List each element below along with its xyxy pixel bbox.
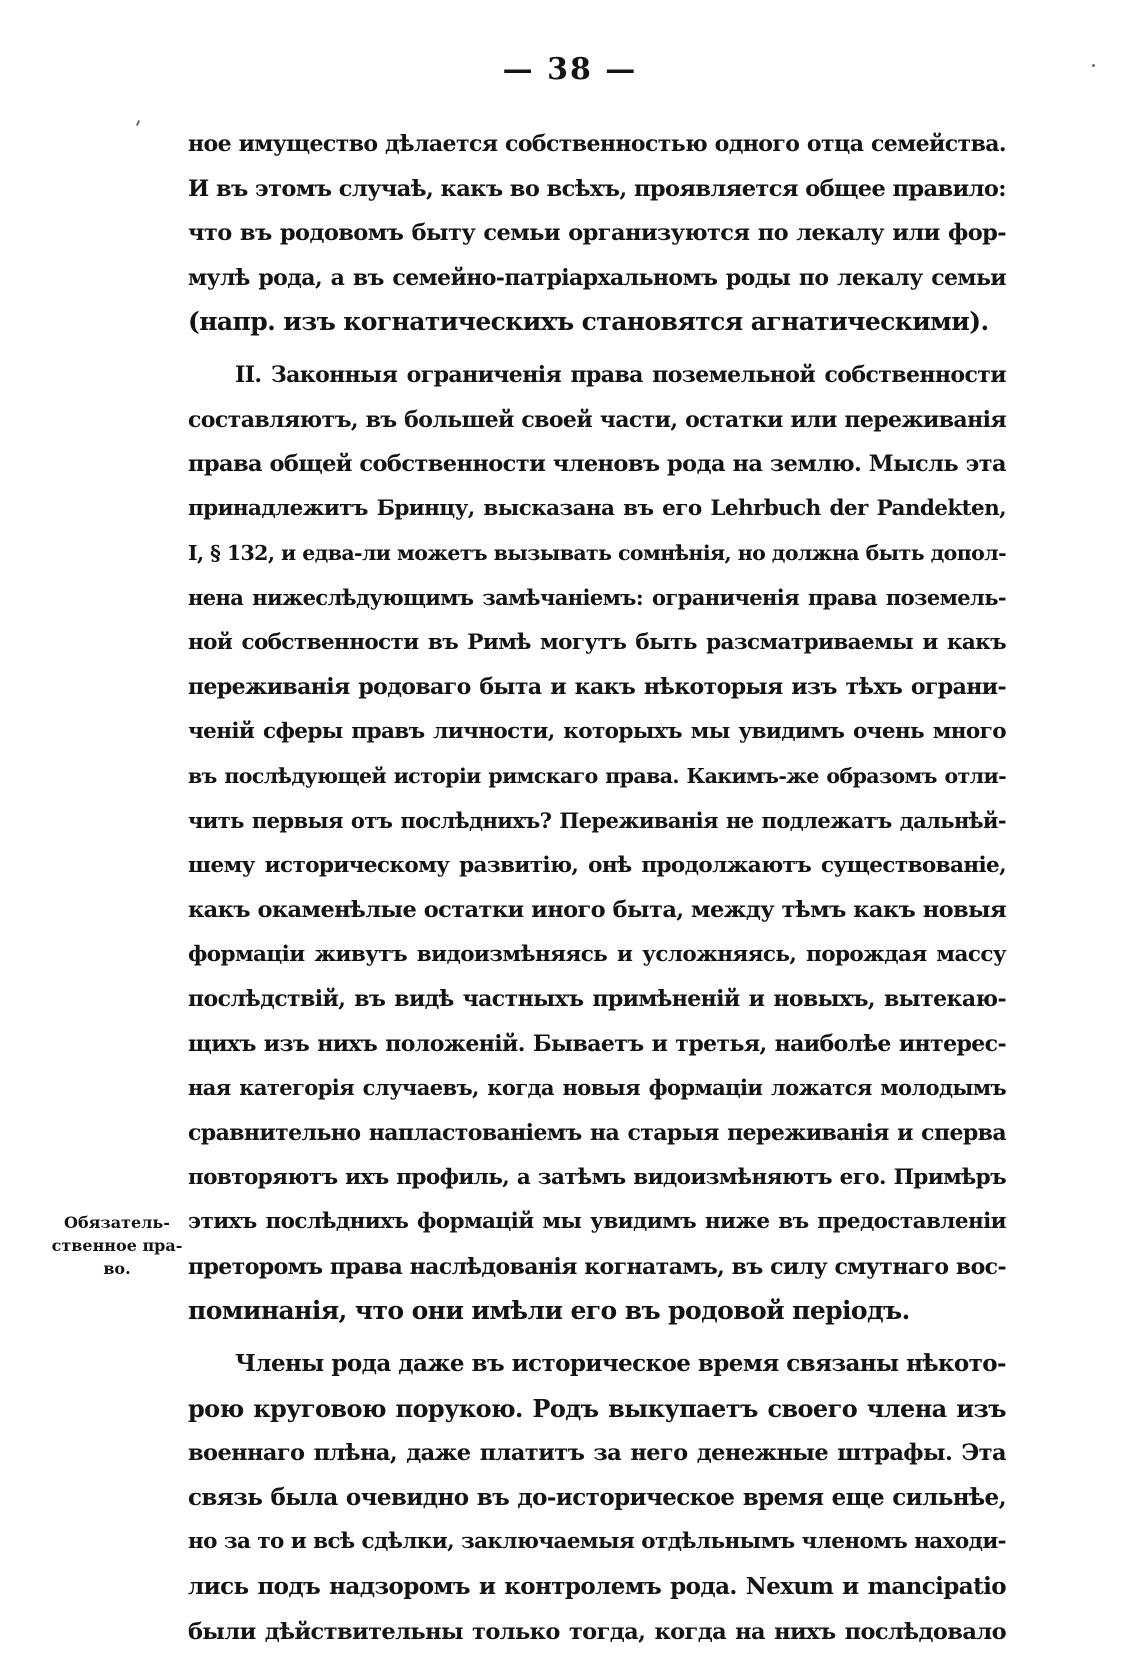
- text-line: рою круговою порукою. Родъ выкупаетъ своего члена изъ: [188, 1393, 1006, 1423]
- text-line: шему историческому развитію, онѣ продолжаютъ существованіе,: [188, 852, 1006, 878]
- text-line: нена нижеслѣдующимъ замѣчаніемъ: ограниченія права поземель-: [188, 584, 1006, 610]
- paragraph-gap: [188, 1334, 1006, 1342]
- scan-speck: [136, 120, 140, 126]
- text-line: права общей собственности членовъ рода на землю. Мысль эта: [188, 451, 1006, 478]
- margin-note: [44, 1211, 190, 1280]
- text-line: военнаго плѣна, даже платитъ за него денежные штрафы. Эта: [188, 1440, 1006, 1467]
- text-line: какъ окаменѣлые остатки иного быта, между тѣмъ какъ новыя: [188, 897, 1006, 924]
- text-line: были дѣйствительны только тогда, когда на нихъ послѣдовало: [188, 1618, 1006, 1645]
- text-line: формаціи живутъ видоизмѣняясь и усложняясь, порождая массу: [188, 941, 1006, 967]
- text-line: Члены рода даже въ историческое время связаны нѣкото-: [235, 1350, 1006, 1378]
- text-line: ченій сферы правъ личности, которыхъ мы увидимъ очень много: [188, 718, 1006, 744]
- text-line: связь была очевидно въ до-историческое время еще сильнѣе,: [188, 1483, 1006, 1511]
- body-text: [188, 122, 1006, 1654]
- scan-speck: [1092, 64, 1095, 67]
- paragraph-gap: [188, 345, 1006, 353]
- text-line: поминанія, что они имѣли его въ родовой періодъ.: [188, 1296, 910, 1326]
- text-line: но за то и всѣ сдѣлки, заключаемыя отдѣльнымъ членомъ находи-: [188, 1529, 1006, 1555]
- text-line: И въ этомъ случаѣ, какъ во всѣхъ, проявляется общее правило:: [188, 175, 1006, 202]
- text-line: мулѣ рода, а въ семейно-патріархальномъ роды по лекалу семьи: [188, 264, 1006, 291]
- text-line: I, § 132, и едва-ли можетъ вызывать сомнѣнія, но должна быть допол-: [188, 541, 1006, 566]
- text-line: ное имущество дѣлается собственностью одного отца семейства.: [188, 131, 1006, 157]
- text-line: въ послѣдующей исторіи римскаго права. Какимъ-же образомъ отли-: [188, 764, 1006, 789]
- text-line: переживанія родоваго быта и какъ нѣкоторыя изъ тѣхъ ограни-: [188, 674, 1006, 701]
- text-line: ная категорія случаевъ, когда новыя формаціи ложатся молодымъ: [188, 1075, 1006, 1101]
- text-line: составляютъ, въ большей своей части, остатки или переживанія: [188, 406, 1006, 433]
- page-number: — 38 —: [502, 52, 638, 87]
- text-line: этихъ послѣднихъ формацій мы увидимъ ниже въ предоставленіи: [188, 1209, 1006, 1235]
- margin-note-line: ственное пра-: [51, 1236, 183, 1255]
- text-line: послѣдствій, въ видѣ частныхъ примѣненій и новыхъ, вытекаю-: [188, 986, 1006, 1013]
- margin-note-line: Обязатель-: [64, 1213, 170, 1232]
- text-line: чить первыя отъ послѣднихъ? Переживанія не подлежатъ дальнѣй-: [188, 807, 1006, 833]
- text-line: II. Законныя ограниченія права поземельной собственности: [235, 361, 1006, 388]
- text-line: щихъ изъ нихъ положеній. Бываетъ и третья, наиболѣе интерес-: [188, 1030, 1006, 1057]
- text-line: повторяютъ ихъ профиль, а затѣмъ видоизмѣняютъ его. Примѣръ: [188, 1164, 1006, 1190]
- text-line: (напр. изъ когнатическихъ становятся агнатическими).: [188, 307, 989, 337]
- text-line: ной собственности въ Римѣ могутъ быть разсматриваемы и какъ: [188, 629, 1006, 655]
- text-line: принадлежитъ Бринцу, высказана въ его Lehrbuch der Pandekten,: [188, 495, 1006, 521]
- margin-note-line: во.: [103, 1259, 131, 1278]
- text-line: что въ родовомъ быту семьи организуются по лекалу или фор-: [188, 220, 1006, 247]
- text-line: сравнительно напластованіемъ на старыя переживанія и сперва: [188, 1120, 1006, 1147]
- text-line: лись подъ надзоромъ и контролемъ рода. Nexum и mancipatio: [188, 1573, 1006, 1600]
- text-line: преторомъ права наслѣдованія когнатамъ, въ силу смутнаго вос-: [188, 1253, 1006, 1280]
